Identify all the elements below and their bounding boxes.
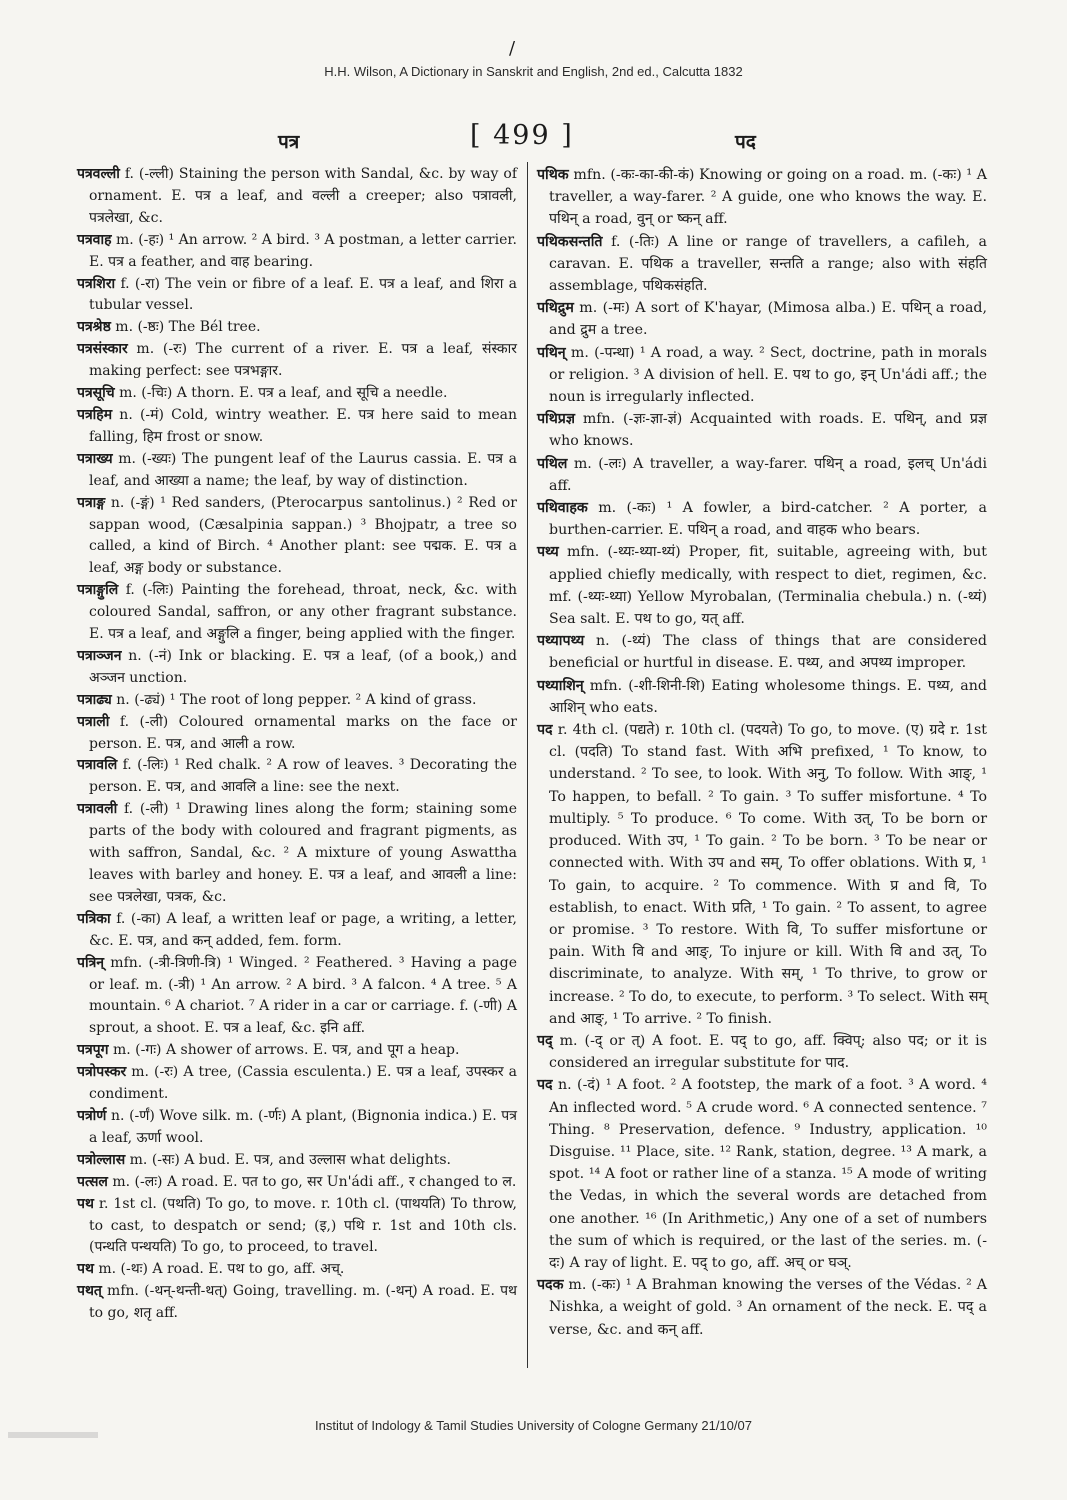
dictionary-entry — [77, 1259, 517, 1281]
entry-headword: पथिकसन्तति — [537, 233, 603, 250]
source-caption: H.H. Wilson, A Dictionary in Sanskrit and English, 2nd ed., Calcutta 1832 — [324, 64, 743, 79]
dictionary-entry — [77, 405, 517, 449]
entry-definition: r. 4th cl. (पद्यते) r. 10th cl. (पदयते) To go, to move. (ए) ग्रदे r. 1st cl. (पदति) To stand fast. With अभि prefixed, ¹ To know, to understand. ² To see, to look. With अनु, To follow. With आङ्, ¹ To happen, to befall. ² To gain. ³ To suffer misfortune. ⁴ To multiply. ⁵ To produce. ⁶ To come. With उत्, To be born or produced. With उप, ¹ To gain. ² To be born. ³ To be near or connected with. With उप and सम्, To offer oblations. With प्र, ¹ To gain, to acquire. ² To commence. With प्र and वि, To establish, to enact. With प्रति, ¹ To gain. ² To assent, to agree or promise. ³ To restore. With वि, To suffer misfortune or pain. With वि and आङ्, To injure or kill. With वि and उत्, To discriminate, to analyze. With सम्, ¹ To thrive, to grow or increase. ² To do, to execute, to perform. ³ To select. With सम् and आङ्, ¹ To arrive. ² To finish. — [549, 722, 987, 1027]
entry-definition: mfn. (-शी-शिनी-शि) Eating wholesome things. E. पथ्य, and आशिन् who eats. — [549, 677, 987, 716]
scan-smudge — [8, 1432, 98, 1438]
entry-headword: पथ्य — [537, 544, 559, 561]
column-divider — [527, 162, 528, 1368]
entry-definition: f. (-ली) Coloured ornamental marks on the face or person. E. पत्र, and आली a row. — [89, 713, 517, 752]
entry-headword: पत्रावली — [77, 801, 118, 818]
dictionary-entry — [77, 383, 517, 405]
entry-definition: f. (-लिः) Painting the forehead, throat, neck, &c. with coloured Sandal, saffron, or any other fragrant substance. E. पत्र a leaf, and अङ्गुलि a finger, being applied with the finger. — [89, 582, 517, 643]
entry-headword: पथत् — [77, 1283, 102, 1300]
entry-definition: m. (-लः) A traveller, a way-farer. पथिन् a road, इलच् Un'ádi aff. — [549, 455, 987, 494]
entry-definition: m. (-रः) The current of a river. E. पत्र a leaf, संस्कार making perfect: see पत्रभङ्गार. — [89, 341, 517, 380]
entry-definition: mfn. (-ज्ञः-ज्ञा-ज्ञं) Acquainted with roads. E. पथिन्, and प्रज्ञ who knows. — [549, 411, 987, 450]
entry-headword: पत्रश्रेष्ठ — [77, 319, 111, 336]
entry-headword: पत्रवाह — [77, 231, 112, 248]
entry-headword: पत्राङ्गुलि — [77, 582, 119, 599]
entry-definition: mfn. (-थन्-थन्ती-थत्) Going, travelling. m. (-थन्) A road. E. पथ to go, शतृ aff. — [89, 1283, 517, 1322]
entry-definition: f. (-तिः) A line or range of travellers, a cafileh, a caravan. E. पथिक a traveller, सन्तति a range; also with संहति assemblage, पथिकसंहति. — [549, 233, 987, 295]
institution-caption: Institut of Indology & Tamil Studies University of Cologne Germany 21/10/07 — [315, 1418, 752, 1433]
page-number: [ 499 ] — [470, 120, 574, 151]
dictionary-entry — [77, 230, 517, 274]
dictionary-entry — [77, 712, 517, 756]
dictionary-entry — [537, 541, 987, 630]
ink-mark: / — [509, 38, 516, 59]
entry-headword: पथ — [77, 1195, 94, 1212]
entry-headword: पत्राञ्जन — [77, 647, 122, 664]
entry-definition: m. (-सः) A bud. E. पत्र, and उल्लास what delights. — [125, 1151, 451, 1168]
left-running-head: पत्र — [278, 131, 300, 153]
entry-headword: पत्रोर्ण — [77, 1107, 107, 1124]
entry-headword: पथिक — [537, 167, 569, 183]
entry-definition: n. (-थ्यं) The class of things that are considered beneficial or hurtful in disease. E. पथ्य, and अपथ्य improper. — [549, 633, 987, 672]
entry-definition: m. (-रः) A tree, (Cassia esculenta.) E. पत्र a leaf, उपस्कर a condiment. — [89, 1064, 517, 1103]
dictionary-entry — [77, 580, 517, 646]
entry-definition: m. (-मः) A sort of K'hayar, (Mimosa alba.) E. पथिन् a road, and द्रुम a tree. — [549, 300, 987, 339]
dictionary-entry — [537, 231, 987, 298]
dictionary-entry — [77, 1194, 517, 1260]
dictionary-entry — [537, 408, 987, 452]
entry-headword: पद — [537, 722, 553, 739]
entry-headword: पथिप्रज्ञ — [537, 411, 575, 428]
entry-definition: m. (-कः) ¹ A Brahman knowing the verses of the Védas. ² A Nishka, a weight of gold. ³ An ornament of the neck. E. पद् a verse, &c. and कन् aff. — [549, 1277, 987, 1338]
entry-definition: m. (-ख्यः) The pungent leaf of the Laurus cassia. E. पत्र a leaf, and आख्या a name; the leaf, by way of distinction. — [89, 450, 517, 489]
dictionary-entry — [537, 497, 987, 541]
entry-definition: r. 1st cl. (पथति) To go, to move. r. 10th cl. (पाथयति) To throw, to cast, to despatch or send; (इ,) पथि r. 1st and 10th cls. (पन्थति पन्थयति) To go, to proceed, to travel. — [89, 1195, 517, 1256]
entry-headword: पथिवाहक — [537, 500, 588, 517]
dictionary-entry — [77, 1150, 517, 1172]
entry-definition: n. (-ढ्यं) ¹ The root of long pepper. ² A kind of grass. — [111, 691, 477, 708]
dictionary-entry — [537, 1030, 987, 1074]
entry-headword: पत्राङ्ग — [77, 494, 106, 511]
entry-definition: m. (-हः) ¹ An arrow. ² A bird. ³ A postman, a letter carrier. E. पत्र a feather, and वाह bearing. — [89, 231, 517, 270]
dictionary-entry — [77, 449, 517, 493]
entry-headword: पथिद्रुम — [537, 300, 574, 317]
dictionary-entry — [537, 719, 987, 1030]
entry-headword: पत्राढ्य — [77, 691, 112, 708]
entry-headword: पत्रोल्लास — [77, 1151, 126, 1168]
entry-definition: n. (-दं) ¹ A foot. ² A footstep, the mark of a foot. ³ A word. ⁴ An inflected word. ⁵ A crude word. ⁶ A connected sentence. ⁷ Thing. ⁸ Preservation, defence. ⁹ Industry, application. ¹⁰ Disguise. ¹¹ Place, site. ¹² Rank, station, degree. ¹³ A mark, a spot. ¹⁴ A foot or rather line of a stanza. ¹⁵ A mode of writing the Vedas, in which the several words are detached from one another. ¹⁶ (In Arithmetic,) Any one of a set of numbers the sum of which is required, or the last of the series. m. (-दः) A ray of light. E. पद् to go, aff. अच् or घञ्. — [549, 1077, 987, 1271]
dictionary-entry — [537, 453, 987, 497]
entry-definition: m. (-पन्था) ¹ A road, a way. ² Sect, doctrine, path in morals or religion. ³ A division of hell. E. पथ to go, इन् Un'ádi aff.; the noun is irregularly inflected. — [549, 344, 987, 406]
dictionary-entry — [77, 164, 517, 230]
entry-definition: m. (-लः) A road. E. पत to go, सर Un'ádi aff., र changed to ल. — [107, 1173, 517, 1190]
entry-definition: f. (-लिः) ¹ Red chalk. ² A row of leaves. ³ Decorating the person. E. पत्र, and आवलि a line: see the next. — [89, 757, 517, 796]
entry-definition: m. (-द् or त्) A foot. E. पद् to go, aff. क्विप्; also पद; or it is considered an irregular substitute for पाद. — [549, 1032, 987, 1072]
dictionary-entry — [77, 493, 517, 581]
entry-headword: पत्रपूग — [77, 1042, 109, 1059]
dictionary-entry — [77, 1281, 517, 1325]
entry-definition: mfn. (-त्री-त्रिणी-त्रि) ¹ Winged. ² Feathered. ³ Having a page or leaf. m. (-त्री) ¹ An arrow. ² A bird. ³ A falcon. ⁴ A tree. ⁵ A mountain. ⁶ A chariot. ⁷ A rider in a car or carriage. f. (-णी) A sprout, a shoot. E. पत्र a leaf, &c. इनि aff. — [89, 954, 517, 1037]
right-running-head: पद — [735, 131, 756, 153]
dictionary-entry — [77, 1040, 517, 1062]
entry-headword: पथ्यापथ्य — [537, 633, 585, 650]
entry-headword: पत्राख्य — [77, 450, 113, 467]
entry-definition: f. (-रा) The vein or fibre of a leaf. E. पत्र a leaf, and शिरा a tubular vessel. — [89, 275, 517, 314]
entry-definition: m. (-गः) A shower of arrows. E. पत्र, and पूग a heap. — [108, 1042, 460, 1059]
dictionary-entry — [77, 953, 517, 1041]
dictionary-entry — [537, 675, 987, 719]
entry-headword: पत्रिन् — [77, 954, 105, 971]
dictionary-entry — [537, 164, 987, 231]
entry-headword: पत्रिका — [77, 910, 111, 927]
entry-definition: m. (-ष्ठः) The Bél tree. — [110, 319, 261, 336]
dictionary-entry — [77, 690, 517, 712]
entry-headword: पद् — [537, 1032, 553, 1049]
dictionary-entry — [77, 274, 517, 318]
entry-headword: पत्रशिरा — [77, 275, 116, 292]
entry-definition: mfn. (-कः-का-की-कं) Knowing or going on a road. m. (-कः) ¹ A traveller, a way-farer. ² A guide, one who knows the way. E. पथिन् a road, वुन् or ष्कन् aff. — [549, 167, 987, 228]
dictionary-entry — [537, 1074, 987, 1274]
entry-headword: पत्रोपस्कर — [77, 1064, 127, 1081]
dictionary-entry — [537, 630, 987, 674]
entry-definition: mfn. (-थ्यः-थ्या-थ्यं) Proper, fit, suitable, agreeing with, but applied chiefly medically, with respect to diet, regimen, &c. mf. (-थ्यः-थ्या) Yellow Myrobalan, (Terminalia chebula.) n. (-थ्यं) Sea salt. E. पथ to go, यत् aff. — [549, 544, 987, 628]
entry-headword: पत्रवल्ली — [77, 166, 120, 182]
entry-headword: पत्रहिम — [77, 406, 113, 423]
entry-definition: n. (-नं) Ink or blacking. E. पत्र a leaf, (of a book,) and अञ्जन unction. — [89, 647, 517, 686]
entry-headword: पत्रसंस्कार — [77, 341, 128, 358]
entry-definition: n. (-मं) Cold, wintry weather. E. पत्र here said to mean falling, हिम frost or snow. — [89, 406, 517, 445]
right-column — [537, 164, 987, 1341]
left-column — [77, 164, 517, 1325]
dictionary-entry — [77, 646, 517, 690]
entry-headword: पत्राली — [77, 713, 110, 730]
dictionary-entry — [77, 1106, 517, 1150]
entry-headword: पथिन् — [537, 344, 566, 361]
dictionary-entry — [77, 1062, 517, 1106]
entry-headword: पद — [537, 1077, 553, 1094]
dictionary-entry — [77, 1172, 517, 1194]
entry-definition: f. (-ल्ली) Staining the person with Sandal, &c. by way of ornament. E. पत्र a leaf, and वल्ली a creeper; also पत्रावली, पत्रलेखा, &c. — [89, 166, 517, 226]
dictionary-entry — [77, 909, 517, 953]
entry-definition: f. (-का) A leaf, a written leaf or page, a writing, a letter, &c. E. पत्र, and कन् added, fem. form. — [89, 910, 517, 949]
entry-headword: पत्रावलि — [77, 757, 118, 774]
entry-headword: पथिल — [537, 455, 568, 472]
dictionary-entry — [537, 1274, 987, 1341]
entry-definition: n. (-ङ्गं) ¹ Red sanders, (Pterocarpus santolinus.) ² Red or sappan wood, (Cæsalpinia sappan.) ³ Bhojpatr, a tree so called, a kind of Birch. ⁴ Another plant: see पद्मक. E. पत्र a leaf, अङ्ग body or substance. — [89, 494, 517, 577]
entry-definition: n. (-र्णं) Wove silk. m. (-र्णः) A plant, (Bignonia indica.) E. पत्र a leaf, ऊर्णा wool. — [89, 1107, 517, 1146]
dictionary-entry — [77, 317, 517, 339]
entry-headword: पत्रसूचि — [77, 385, 115, 402]
entry-headword: पथ्याशिन् — [537, 677, 584, 694]
entry-headword: पथ — [77, 1261, 94, 1278]
entry-definition: m. (-थः) A road. E. पथ to go, aff. अच्. — [93, 1261, 345, 1278]
dictionary-entry — [77, 799, 517, 909]
entry-definition: f. (-ली) ¹ Drawing lines along the form; staining some parts of the body with coloured and fragrant pigments, as with saffron, Sandal, &c. ² A mixture of young Aswattha leaves with barley and honey. E. पत्र a leaf, and आवली a line: see पत्रलेखा, पत्रक, &c. — [89, 801, 517, 905]
entry-definition: m. (-कः) ¹ A fowler, a bird-catcher. ² A porter, a burthen-carrier. E. पथिन् a road, and वाहक who bears. — [549, 500, 987, 539]
entry-headword: पत्सल — [77, 1173, 108, 1190]
dictionary-entry — [77, 755, 517, 799]
dictionary-entry — [537, 297, 987, 341]
entry-definition: m. (-चिः) A thorn. E. पत्र a leaf, and सूचि a needle. — [114, 385, 448, 402]
dictionary-entry — [537, 342, 987, 409]
entry-headword: पदक — [537, 1277, 564, 1294]
dictionary-entry — [77, 339, 517, 383]
